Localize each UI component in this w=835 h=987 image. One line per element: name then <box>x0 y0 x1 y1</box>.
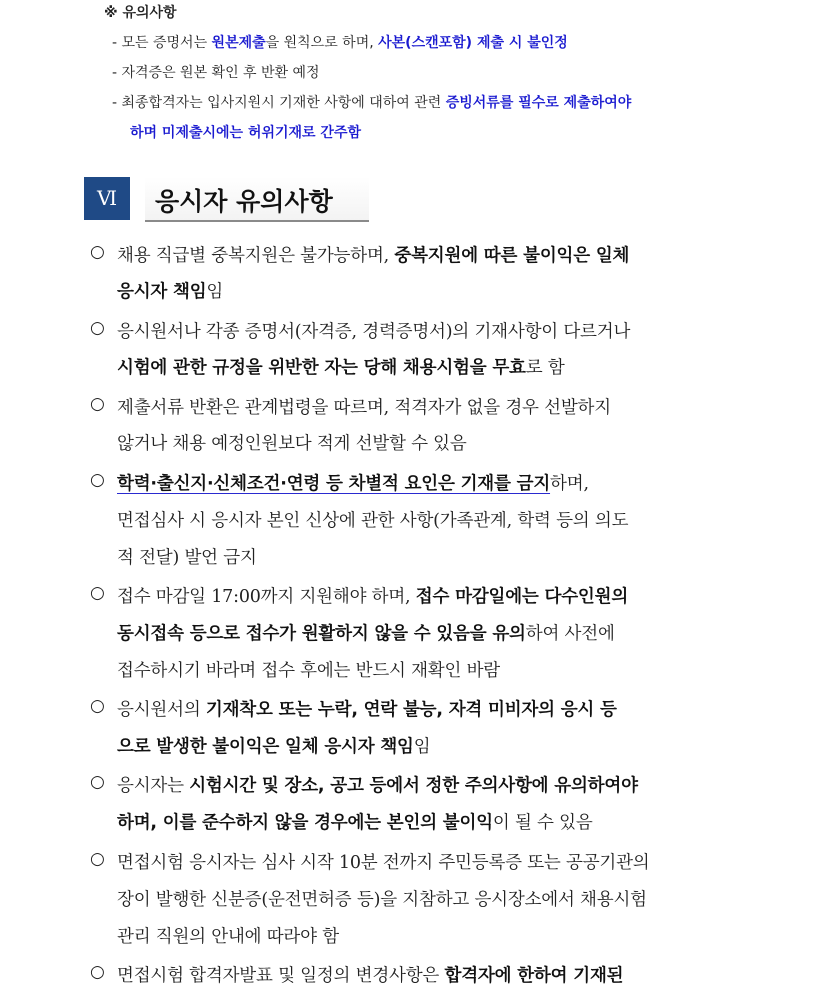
section-title-box <box>145 177 369 222</box>
item-3-line-2: 않거나 채용 예정인원보다 적게 선발할 수 있음 <box>117 434 467 454</box>
item-4-line-3: 적 전달) 발언 금지 <box>117 548 257 568</box>
bullet-icon: ○ <box>90 772 105 792</box>
item-6-line-2: 으로 발생한 불이익은 일체 응시자 책임임 <box>117 737 431 757</box>
item-8-line-1: 면접시험 응시자는 심사 시작 10분 전까지 주민등록증 또는 공공기관의 <box>117 853 650 873</box>
note-line-2: - 자격증은 원본 확인 후 반환 예정 <box>112 65 320 81</box>
item-5-line-2: 동시접속 등으로 접수가 원활하지 않을 수 있음을 유의하여 사전에 <box>117 624 615 644</box>
item-2-line-1: 응시원서나 각종 증명서(자격증, 경력증명서)의 기재사항이 다르거나 <box>117 322 631 342</box>
item-1-line-1: 채용 직급별 중복지원은 불가능하며, 중복지원에 따른 불이익은 일체 <box>117 246 630 266</box>
item-4-line-2: 면접심사 시 응시자 본인 신상에 관한 사항(가족관계, 학력 등의 의도 <box>117 511 629 531</box>
item-4-line-1: 학력·출신지·신체조건·연령 등 차별적 요인은 기재를 금지하며, <box>117 474 589 494</box>
bullet-icon: ○ <box>90 470 105 490</box>
bullet-icon: ○ <box>90 696 105 716</box>
item-8-line-3: 관리 직원의 안내에 따라야 함 <box>117 927 339 947</box>
section-title: 응시자 유의사항 <box>155 187 333 216</box>
bullet-icon: ○ <box>90 394 105 414</box>
bullet-icon: ○ <box>90 962 105 982</box>
item-9-line-1: 면접시험 합격자발표 및 일정의 변경사항은 합격자에 한하여 기재된 <box>117 966 624 986</box>
bullet-icon: ○ <box>90 849 105 869</box>
bullet-icon: ○ <box>90 318 105 338</box>
item-3-line-1: 제출서류 반환은 관계법령을 따르며, 적격자가 없을 경우 선발하지 <box>117 398 611 418</box>
notes-title: ※ 유의사항 <box>104 5 177 21</box>
note-line-1: - 모든 증명서는 원본제출을 원칙으로 하며, 사본(스캔포함) 제출 시 불인정 <box>112 35 568 51</box>
item-7-line-2: 하며, 이를 준수하지 않을 경우에는 본인의 불이익이 될 수 있음 <box>117 813 593 833</box>
bullet-icon: ○ <box>90 583 105 603</box>
item-2-line-2: 시험에 관한 규정을 위반한 자는 당해 채용시험을 무효로 함 <box>117 358 565 378</box>
item-5-line-3: 접수하시기 바라며 접수 후에는 반드시 재확인 바람 <box>117 661 500 681</box>
item-1-line-2: 응시자 책임임 <box>117 282 224 302</box>
section-number-badge: Ⅵ <box>84 177 130 220</box>
item-6-line-1: 응시원서의 기재착오 또는 누락, 연락 불능, 자격 미비자의 응시 등 <box>117 700 617 720</box>
note-line-3: - 최종합격자는 입사지원시 기재한 사항에 대하여 관련 증빙서류를 필수로 제출하여야 <box>112 95 632 111</box>
bullet-icon: ○ <box>90 242 105 262</box>
item-8-line-2: 장이 발행한 신분증(운전면허증 등)을 지참하고 응시장소에서 채용시험 <box>117 890 647 910</box>
item-5-line-1: 접수 마감일 17:00까지 지원해야 하며, 접수 마감일에는 다수인원의 <box>117 587 629 607</box>
note-line-3-cont: 하며 미제출시에는 허위기재로 간주함 <box>130 125 362 141</box>
item-7-line-1: 응시자는 시험시간 및 장소, 공고 등에서 정한 주의사항에 유의하여야 <box>117 776 638 796</box>
